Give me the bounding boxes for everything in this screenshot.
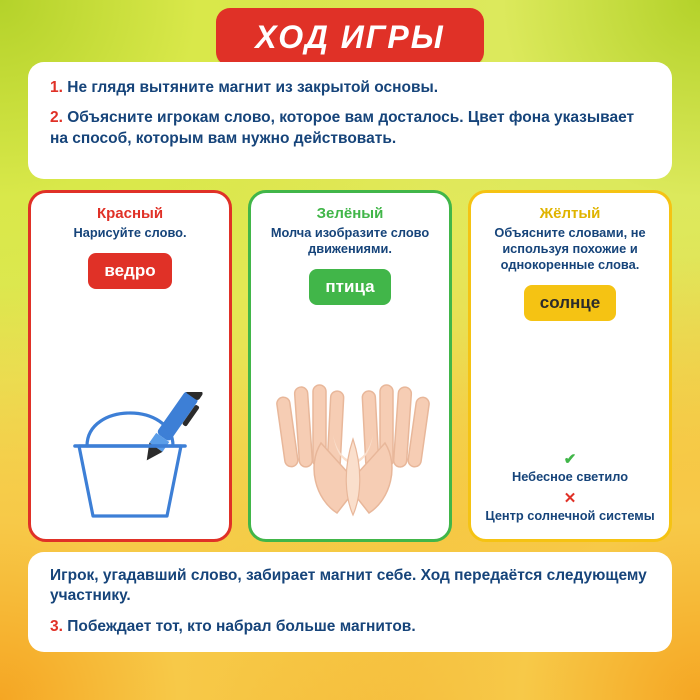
card-red (28, 190, 232, 542)
example-correct-text: Небесное светило (511, 469, 629, 485)
card-green-title: Зелёный (316, 205, 384, 222)
example-wrong-text: Центр солнечной системы (485, 507, 655, 523)
bottom-note: Игрок, угадавший слово, забирает магнит себе. Ход передаётся следующему участнику. (50, 567, 647, 605)
rule-item-3 (50, 617, 652, 637)
card-yellow-title: Жёлтый (539, 205, 601, 222)
card-red-desc: Нарисуйте слово. (73, 225, 187, 240)
example-wrong (485, 491, 654, 523)
bucket-and-pen-icon (49, 392, 217, 527)
card-green-desc: Молча изобразите слово движениями. (270, 225, 430, 256)
cross-icon: ✕ (563, 489, 577, 507)
card-red-word: ведро (88, 253, 171, 289)
example-list (471, 452, 669, 523)
example-correct (512, 452, 628, 484)
check-icon: ✔ (563, 451, 577, 469)
rule-text-2: Объясните игрокам слово, которое вам досталось. Цвет фона указывает на способ, которым вам нужно действовать. (50, 109, 635, 147)
card-yellow (468, 190, 672, 542)
rule-number-3: 3. (50, 617, 63, 635)
rule-text-3: Побеждает тот, кто набрал больше магнитов. (62, 617, 416, 635)
top-rules-panel (28, 62, 672, 179)
card-list (28, 190, 672, 542)
card-green-word: птица (309, 269, 390, 305)
rule-number-1: 1. (50, 79, 63, 96)
card-red-title: Красный (96, 205, 164, 222)
bottom-rules-panel (28, 552, 672, 652)
title-banner (216, 8, 484, 66)
card-yellow-desc: Объясните словами, не используя похожие и однокоренные слова. (494, 225, 646, 272)
page-title: ХОД ИГРЫ (255, 18, 445, 55)
rule-item-2 (50, 108, 652, 149)
rule-item-1 (50, 78, 652, 98)
card-green (248, 190, 452, 542)
rule-text-1: Не глядя вытяните магнит из закрытой основы. (62, 79, 439, 96)
rule-number-2: 2. (50, 109, 63, 127)
card-yellow-word: солнце (524, 285, 616, 321)
hands-bird-icon (263, 373, 443, 533)
